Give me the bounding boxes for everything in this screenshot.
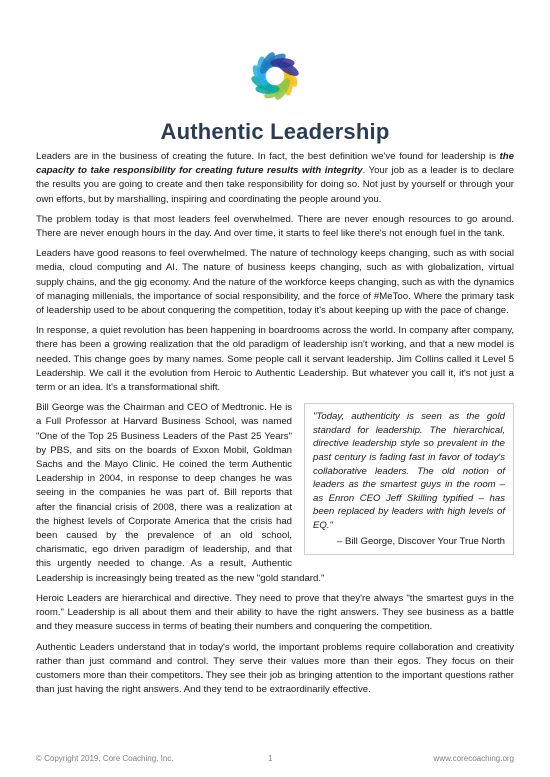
footer-url[interactable]: www.corecoaching.org [433,754,514,763]
paragraph-revolution: In response, a quiet revolution has been happening in boardrooms across the world. In company after company, there has been a growing realization that the old paradigm of leadership isn't working, and that a new model is needed. This change goes by many names. Some people call it servant leadership. Jim Collins called it Level 5 Leadership. We call it the evolution from Heroic to Authentic Leadership. But whatever you call it, it's not just a term or an idea. It's a transformational shift. [36,325,514,394]
footer-copyright: © Copyright 2019, Core Coaching, Inc. [36,754,174,763]
paragraph-bill-george: Bill George was the Chairman and CEO of Medtronic. He is a Full Professor at Harvard Business School, was named "One of the Top 25 Business Leaders of the Past 25 Years" by PBS, and sits on the boards of Exxon Mobil, Goldman Sachs and the Mayo Clinic. He coined the term Authentic Leadership in 2004, in response to deep changes he was seeing in the companies he was part of. Bill reports that after the financial crisis of 2008, there was a realization at the highest levels of Corporate America that the crisis had been caused by the prevalence of an old school, charismatic, ego driven paradigm of leadership, and that this urgently needed to change. As a result, Authentic Leadership is increasingly being treated as the new "gold standard." [36,402,325,584]
quote-attribution: – Bill George, Discover Your True North [337,535,505,547]
paragraph-overwhelmed: The problem today is that most leaders feel overwhelmed. There are never enough resources to go around. There are never enough hours in the day. And over time, it starts to feel like there's not enough fuel in the tank. [36,213,514,240]
paragraph-reasons: Leaders have good reasons to feel overwhelmed. The nature of technology keeps changing, such as with social media, cloud computing and AI. The nature of business keeps changing, such as with globalization, virtual supply chains, and the gig economy. And the nature of the workforce keeps changing, such as with the dynamics of managing millenials, the importance of social responsibility, and the force of #MeToo. Where the primary task of leadership used to be about conquering the competition, today it's about keeping up with the pace of change. [36,248,514,317]
pull-quote [304,403,514,555]
footer-page-number: 1 [268,754,273,763]
document-body [36,150,514,703]
leadership-definition: the capacity to take responsibility for creating future results with integrity [36,151,514,177]
paragraph-heroic-leaders: Heroic Leaders are hierarchical and directive. They need to prove that they're always "the smartest guys in the room." Leadership is all about them and their ability to have the right answers. They see business as a battle and they measure success in terms of beating their numbers and conquering the competition. [36,592,514,633]
logo-center [266,67,284,85]
quote-text: "Today, authenticity is seen as the gold standard for leadership. The hierarchical, directive leadership style so prevalent in the past century is fading fast in favor of today's collaborative leaders. The old notion of leaders as the smartest guys in the room – as Enron CEO Jeff Skilling typified – has been replaced by leaders with high levels of EQ." [313,411,505,531]
document-title: Authentic Leadership [160,119,390,144]
paragraph-intro: Leaders are in the business of creating the future. In fact, the best definition we've found for leadership is the capacity to take responsibility for creating future results with integrity. Your job as a leader is to declare the results you are going to create and then take responsibility for doing so. Not just by yourself or through your own efforts, but by marshalling, inspiring and coordinating the people around you. [36,151,514,205]
paragraph-authentic-leaders: Authentic Leaders understand that in today's world, the important problems require collaboration and creativity rather than just command and control. They serve their values more than their egos. They focus on their customers more than their competitors. They see their job as bringing attention to the important questions rather than just having the right answers. And they tend to be extraordinarily effective. [36,641,514,696]
core-coaching-logo-icon [235,36,315,116]
